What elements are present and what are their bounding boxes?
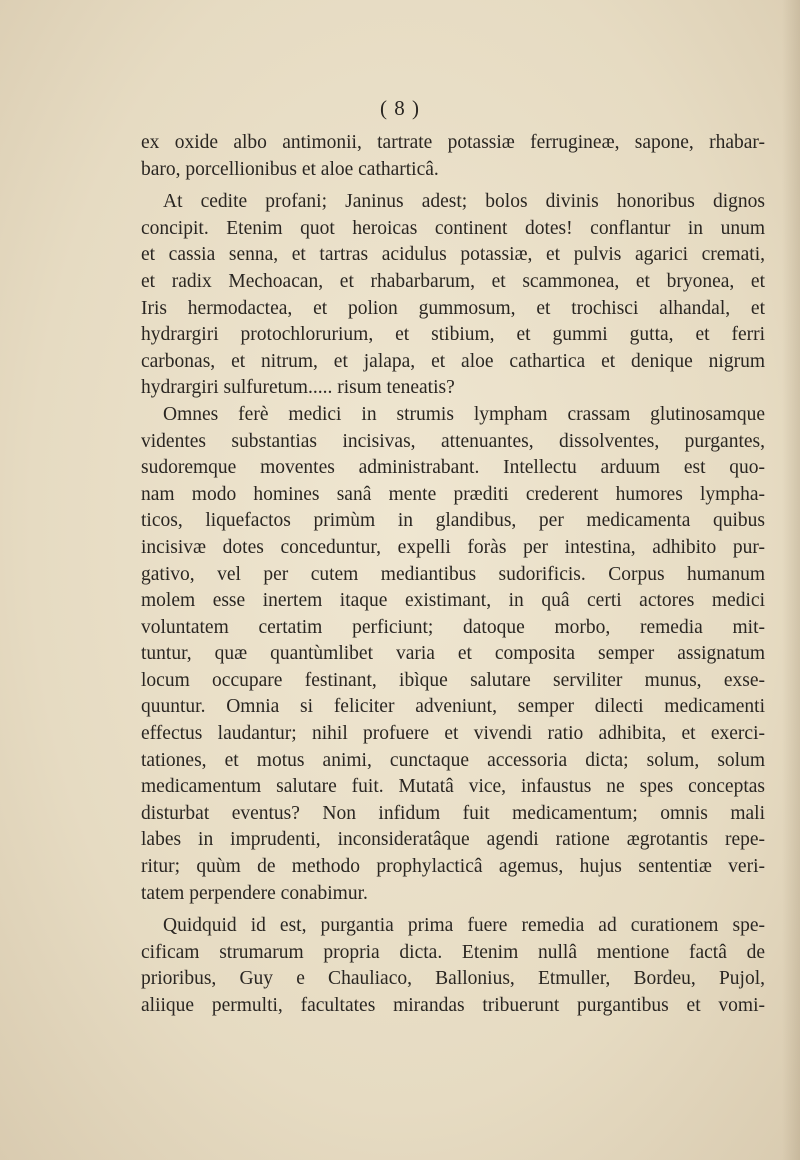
text-line: carbonas, et nitrum, et jalapa, et aloe cathartica et denique nigrum	[141, 350, 765, 372]
text-line: effectus laudantur; nihil profuere et vivendi ratio adhibita, et exerci-	[141, 723, 765, 745]
paragraph-3	[141, 402, 765, 907]
text-line: et cassia senna, et tartras acidulus potassiæ, et pulvis agarici cremati,	[141, 244, 765, 266]
text-line: tuntur, quæ quantùmlibet varia et composita semper assignatum	[141, 643, 765, 665]
text-line: medicamentum salutare fuit. Mutatâ vice, infaustus ne spes conceptas	[141, 776, 765, 798]
page-number: ( 8 )	[380, 96, 420, 120]
body-text	[141, 130, 765, 1020]
text-line: Quidquid id est, purgantia prima fuere remedia ad curationem spe-	[163, 915, 765, 937]
text-line: ex oxide albo antimonii, tartrate potassiæ ferrugineæ, sapone, rhabar-	[141, 132, 765, 153]
text-line: molem esse inertem itaque existimant, in quâ certi actores medici	[141, 590, 765, 612]
paragraph-4	[141, 913, 765, 1019]
text-line: gativo, vel per cutem mediantibus sudorificis. Corpus humanum	[141, 563, 765, 585]
text-line: sudoremque moventes administrabant. Intellectu arduum est quo-	[141, 457, 765, 479]
text-line: hydrargiri sulfuretum..... risum teneatis?	[141, 377, 455, 399]
text-line: tatem perpendere conabimur.	[141, 882, 368, 904]
text-line: voluntatem certatim perficiunt; datoque morbo, remedia mit-	[141, 616, 765, 638]
text-line: concipit. Etenim quot heroicas continent dotes! conflantur in unum	[141, 217, 765, 239]
text-line: cificam strumarum propria dicta. Etenim nullâ mentione factâ de	[141, 941, 765, 963]
text-line: quuntur. Omnia si feliciter adveniunt, semper dilecti medicamenti	[141, 696, 765, 718]
text-line: aliique permulti, facultates mirandas tribuerunt purgantibus et vomi-	[141, 995, 765, 1016]
text-line: At cedite profani; Janinus adest; bolos divinis honoribus dignos	[163, 191, 765, 213]
text-line: tationes, et motus animi, cunctaque accessoria dicta; solum, solum	[141, 749, 765, 771]
text-line: hydrargiri protochlorurium, et stibium, et gummi gutta, et ferri	[141, 324, 765, 346]
text-line: Omnes ferè medici in strumis lympham crassam glutinosamque	[163, 403, 765, 425]
text-line: locum occupare festinant, ibìque salutare serviliter munus, exse-	[141, 669, 765, 691]
text-line: baro, porcellionibus et aloe catharticâ.	[141, 158, 439, 180]
text-line: et radix Mechoacan, et rhabarbarum, et scammonea, et bryonea, et	[141, 270, 765, 292]
text-line: Iris hermodactea, et polion gummosum, et trochisci alhandal, et	[141, 297, 765, 319]
text-line: ritur; quùm de methodo prophylacticâ agemus, hujus sententiæ veri-	[141, 856, 765, 878]
paragraph-1	[141, 130, 765, 183]
text-line: disturbat eventus? Non infidum fuit medicamentum; omnis mali	[141, 802, 765, 824]
paragraph-2	[141, 189, 765, 402]
text-line: prioribus, Guy e Chauliaco, Ballonius, Etmuller, Bordeu, Pujol,	[141, 968, 765, 990]
text-line: videntes substantias incisivas, attenuantes, dissolventes, purgantes,	[141, 430, 765, 452]
text-line: ticos, liquefactos primùm in glandibus, per medicamenta quibus	[141, 510, 765, 532]
text-line: nam modo homines sanâ mente præditi crederent humores lympha-	[141, 483, 765, 505]
text-line: labes in imprudenti, inconsideratâque agendi ratione ægrotantis repe-	[141, 829, 765, 851]
text-line: incisivæ dotes conceduntur, expelli foràs per intestina, adhibito pur-	[141, 536, 765, 558]
page-edge-shadow	[782, 0, 800, 1160]
